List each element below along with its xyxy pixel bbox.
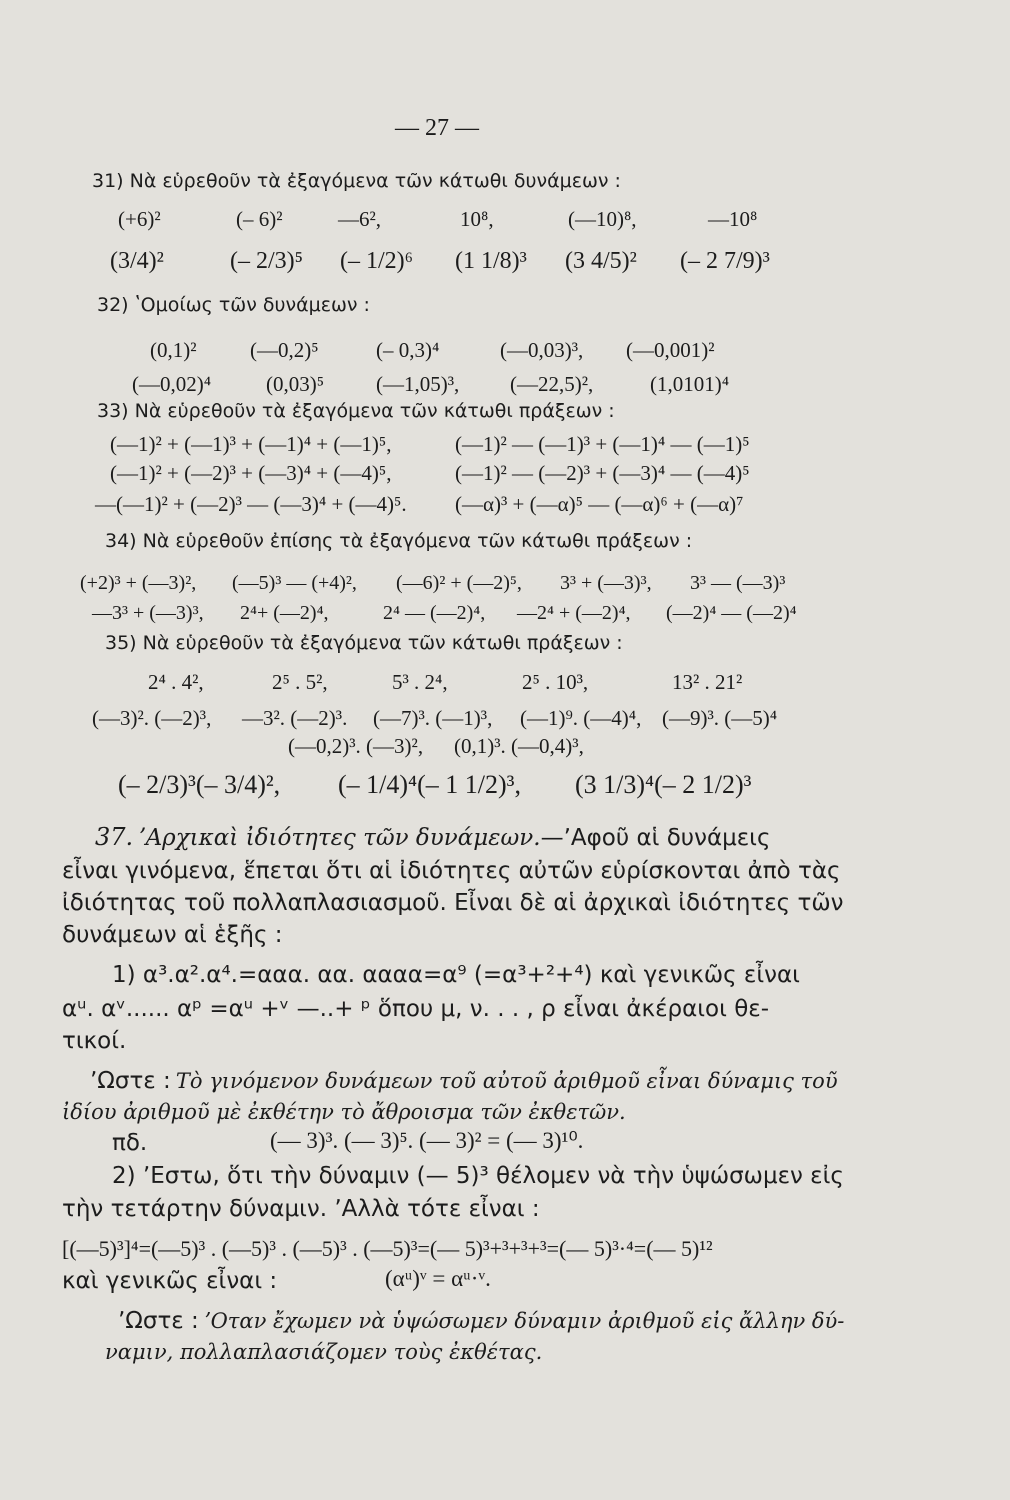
ex32-r1-c4: (—0,03)³, bbox=[500, 338, 584, 362]
rule-2-line: τὴν τετάρτην δύναμιν. ʼΑλλὰ τότε εἶναι : bbox=[62, 1196, 540, 1222]
rule-2-formula: [(—5)³]⁴=(—5)³ . (—5)³ . (—5)³ . (—5)³=(— 5)³+³+³+³=(— 5)³·⁴=(— 5)¹² bbox=[62, 1236, 713, 1261]
rule-1-line: 1) α³.α².α⁴.=ααα. αα. αααα=α⁹ (=α³+²+⁴) καὶ γενικῶς εἶναι bbox=[112, 962, 800, 988]
ex35-r2-c3: (—7)³. (—1)³, bbox=[373, 706, 493, 730]
ex34-r2-c4: —2⁴ + (—2)⁴, bbox=[517, 602, 631, 624]
ex33-r3-right: (—α)³ + (—α)⁵ — (—α)⁶ + (—α)⁷ bbox=[455, 492, 744, 516]
exercise-32-heading: 32) ʽΟμοίως τῶν δυνάμεων : bbox=[97, 294, 370, 316]
ex32-r2-c3: (—1,05)³, bbox=[376, 372, 460, 396]
rule-2-conclusion-line: ναμιν, πολλαπλασιάζομεν τοὺς ἐκθέτας. bbox=[105, 1340, 543, 1364]
ex31-r2-c6: (– 2 7/9)³ bbox=[680, 248, 770, 274]
ex35-r1-c2: 2⁵ . 5², bbox=[272, 670, 328, 694]
ex34-r1-c4: 3³ + (—3)³, bbox=[560, 572, 652, 594]
ex31-r1-c5: (—10)⁸, bbox=[568, 207, 637, 231]
page-number: — 27 — bbox=[395, 115, 479, 141]
conclusion-label: ʼΩστε : bbox=[118, 1308, 199, 1334]
general-formula: (αᵘ)ᵛ = αᵘ·ᵛ. bbox=[385, 1266, 491, 1291]
ex34-r2-c3: 2⁴ — (—2)⁴, bbox=[383, 602, 486, 624]
ex33-r1-left: (—1)² + (—1)³ + (—1)⁴ + (—1)⁵, bbox=[110, 432, 392, 456]
ex31-r1-c6: —10⁸ bbox=[708, 207, 758, 231]
rule-1-conclusion-line: ἰδίου ἀριθμοῦ μὲ ἐκθέτην τὸ ἄθροισμα τῶν ἐκθετῶν. bbox=[62, 1100, 626, 1124]
ex34-r1-c1: (+2)³ + (—3)², bbox=[80, 572, 197, 594]
section-37-title-line bbox=[95, 823, 770, 851]
ex34-r2-c1: —3³ + (—3)³, bbox=[92, 602, 204, 624]
section-37-text-line: ἰδιότητας τοῦ πολλαπλασιασμοῦ. Εἶναι δὲ αἱ ἀρχικαὶ ἰδιότητες τῶν bbox=[62, 890, 844, 916]
ex31-r1-c3: —6², bbox=[338, 207, 382, 231]
exercise-35-heading: 35) Νὰ εὑρεθοῦν τὰ ἐξαγόμενα τῶν κάτωθι πράξεων : bbox=[105, 632, 623, 654]
ex33-r2-left: (—1)² + (—2)³ + (—3)⁴ + (—4)⁵, bbox=[110, 461, 392, 485]
ex32-r1-c2: (—0,2)⁵ bbox=[250, 338, 319, 362]
ex31-r2-c4: (1 1/8)³ bbox=[455, 248, 527, 274]
general-label: καὶ γενικῶς εἶναι : bbox=[62, 1268, 278, 1294]
ex34-r2-c5: (—2)⁴ — (—2)⁴ bbox=[666, 602, 797, 624]
ex35-r2-c1: (—3)². (—2)³, bbox=[92, 706, 212, 730]
ex35-r3-c2: (0,1)³. (—0,4)³, bbox=[454, 734, 584, 758]
ex32-r2-c1: (—0,02)⁴ bbox=[132, 372, 212, 396]
ex35-r4-c3: (3 1/3)⁴(– 2 1/2)³ bbox=[575, 770, 752, 799]
ex35-r4-c2: (– 1/4)⁴(– 1 1/2)³, bbox=[338, 770, 521, 799]
ex33-r2-right: (—1)² — (—2)³ + (—3)⁴ — (—4)⁵ bbox=[455, 461, 750, 485]
section-number: 37. bbox=[95, 823, 134, 851]
ex34-r1-c2: (—5)³ — (+4)², bbox=[232, 572, 357, 594]
ex31-r1-c4: 10⁸, bbox=[460, 207, 494, 231]
ex31-r1-c1: (+6)² bbox=[118, 207, 161, 231]
ex32-r1-c5: (—0,001)² bbox=[626, 338, 715, 362]
ex34-r1-c3: (—6)² + (—2)⁵, bbox=[396, 572, 522, 594]
section-37-text-line: εἶναι γινόμενα, ἕπεται ὅτι αἱ ἰδιότητες αὐτῶν εὑρίσκονται ἀπὸ τὰς bbox=[62, 858, 841, 884]
rule-1-line: αᵘ. αᵛ...... αᵖ =αᵘ +ᵛ —..+ ᵖ ὅπου μ, ν. . . , ρ εἶναι ἀκέραιοι θε- bbox=[62, 996, 770, 1022]
conclusion-text: Τὸ γινόμενον δυνάμεων τοῦ αὐτοῦ ἀριθμοῦ εἶναι δύναμις τοῦ bbox=[175, 1069, 838, 1093]
section-title: ʼΑρχικαὶ ἰδιότητες τῶν δυνάμεων. bbox=[138, 825, 541, 851]
ex34-r2-c2: 2⁴+ (—2)⁴, bbox=[240, 602, 329, 624]
ex31-r2-c1: (3/4)² bbox=[110, 248, 164, 274]
example-label: πδ. bbox=[112, 1130, 148, 1156]
ex34-r1-c5: 3³ — (—3)³ bbox=[690, 572, 786, 594]
ex35-r1-c3: 5³ . 2⁴, bbox=[392, 670, 448, 694]
ex32-r1-c1: (0,1)² bbox=[150, 338, 197, 362]
ex32-r2-c5: (1,0101)⁴ bbox=[650, 372, 730, 396]
ex32-r1-c3: (– 0,3)⁴ bbox=[376, 338, 440, 362]
ex33-r1-right: (—1)² — (—1)³ + (—1)⁴ — (—1)⁵ bbox=[455, 432, 750, 456]
example-formula: (— 3)³. (— 3)⁵. (— 3)² = (— 3)¹⁰. bbox=[270, 1128, 584, 1153]
ex35-r2-c2: —3². (—2)³. bbox=[242, 706, 348, 730]
rule-1-line: τικοί. bbox=[62, 1028, 127, 1054]
ex31-r2-c2: (– 2/3)⁵ bbox=[230, 248, 304, 274]
ex35-r4-c1: (– 2/3)³(– 3/4)², bbox=[118, 770, 281, 799]
ex35-r1-c4: 2⁵ . 10³, bbox=[522, 670, 589, 694]
ex31-r2-c5: (3 4/5)² bbox=[565, 248, 637, 274]
exercise-34-heading: 34) Νὰ εὑρεθοῦν ἐπίσης τὰ ἐξαγόμενα τῶν κάτωθι πράξεων : bbox=[105, 530, 693, 552]
rule-1-conclusion bbox=[90, 1068, 838, 1094]
ex32-r2-c2: (0,03)⁵ bbox=[266, 372, 325, 396]
ex32-r2-c4: (—22,5)², bbox=[510, 372, 594, 396]
conclusion-text: ʼΟταν ἔχωμεν νὰ ὑψώσωμεν δύναμιν ἀριθμοῦ εἰς ἄλλην δύ- bbox=[203, 1309, 845, 1333]
rule-2-conclusion bbox=[118, 1308, 844, 1334]
rule-2-line: 2) ʼΕστω, ὅτι τὴν δύναμιν (— 5)³ θέλομεν νὰ τὴν ὑψώσωμεν εἰς bbox=[112, 1163, 844, 1189]
ex35-r2-c4: (—1)⁹. (—4)⁴, bbox=[520, 706, 642, 730]
ex35-r3-c1: (—0,2)³. (—3)², bbox=[288, 734, 424, 758]
ex35-r2-c5: (—9)³. (—5)⁴ bbox=[662, 706, 778, 730]
ex31-r1-c2: (– 6)² bbox=[236, 207, 283, 231]
ex35-r1-c1: 2⁴ . 4², bbox=[148, 670, 204, 694]
section-37-text-line: δυνάμεων αἱ ἑξῆς : bbox=[62, 922, 283, 948]
ex31-r2-c3: (– 1/2)⁶ bbox=[340, 248, 414, 274]
exercise-31-heading: 31) Νὰ εὑρεθοῦν τὰ ἐξαγόμενα τῶν κάτωθι δυνάμεων : bbox=[92, 170, 621, 192]
ex35-r1-c5: 13² . 21² bbox=[672, 670, 743, 694]
conclusion-label: ʼΩστε : bbox=[90, 1068, 171, 1094]
exercise-33-heading: 33) Νὰ εὑρεθοῦν τὰ ἐξαγόμενα τῶν κάτωθι πράξεων : bbox=[97, 400, 615, 422]
ex33-r3-left: —(—1)² + (—2)³ — (—3)⁴ + (—4)⁵. bbox=[95, 492, 407, 516]
section-intro-start: —ʼΑφοῦ αἱ δυνάμεις bbox=[540, 825, 771, 851]
